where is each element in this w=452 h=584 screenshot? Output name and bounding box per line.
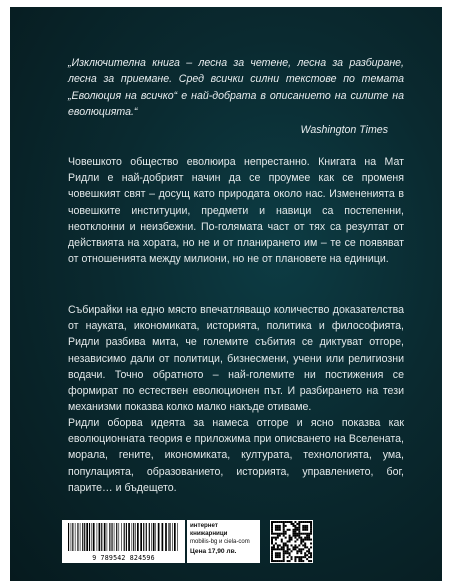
store-names: mobilis-bg и ciela-com: [190, 539, 250, 546]
barcode-bars-graphic: [66, 523, 181, 551]
description-paragraph-1: Човешкото общество еволюира непрестанно. Книгата на Мат Ридли е най-добрият начин да се проумее как се променя човешкият свят – досущ като природата около нас. Измененията в човешките институции, предмети и навици са постепенни, неотклонни и неизбежни. По-голямата част от тях са резултат от действията на хората, но не и от планирането им – те се появяват от отношенията между милиони, но не от плановете на единици.: [68, 156, 404, 266]
isbn-digits: 9 789542 824596: [92, 554, 155, 562]
description-paragraph-2: Събирайки на едно място впечатляващо количество доказателства от науката, икономиката, историята, политика и философията, Ридли разбива мита, че големите събития се диктуват отгоре, независимо дали от политици, бизнесмени, учени или религиозни водачи. Точно обратното – най-големите ни постижения се формират по естествен еволюционен път. И разбирането на тези механизми показва колко малко накъде отиваме.: [68, 304, 404, 414]
qr-code: [270, 520, 313, 563]
online-stores-label: интернет книжарници: [190, 522, 228, 538]
review-quote: „Изключителна книга – лесна за четене, лесна за разбиране, лесна за приемане. Сред всички силни текстове по темата „Еволюция на всичко“ е най-добрата в описанието на силите на еволюцията.“: [68, 57, 404, 119]
qr-code-graphic: [270, 520, 313, 563]
isbn-barcode: [62, 520, 185, 563]
price-label: Цена 17,90 лв.: [190, 547, 237, 555]
quote-source: Washington Times: [300, 124, 388, 136]
description-paragraph-3: Ридли оборва идеята за намеса отгоре и ясно показва как еволюционната теория е приложима при описването на Вселената, морала, гените, икономиката, културата, технологията, ума, популацията, образованието, историята, управлението, бог, парите… и бъдещето.: [68, 417, 404, 494]
book-back-cover: [10, 7, 442, 581]
store-info-label: [187, 520, 260, 563]
